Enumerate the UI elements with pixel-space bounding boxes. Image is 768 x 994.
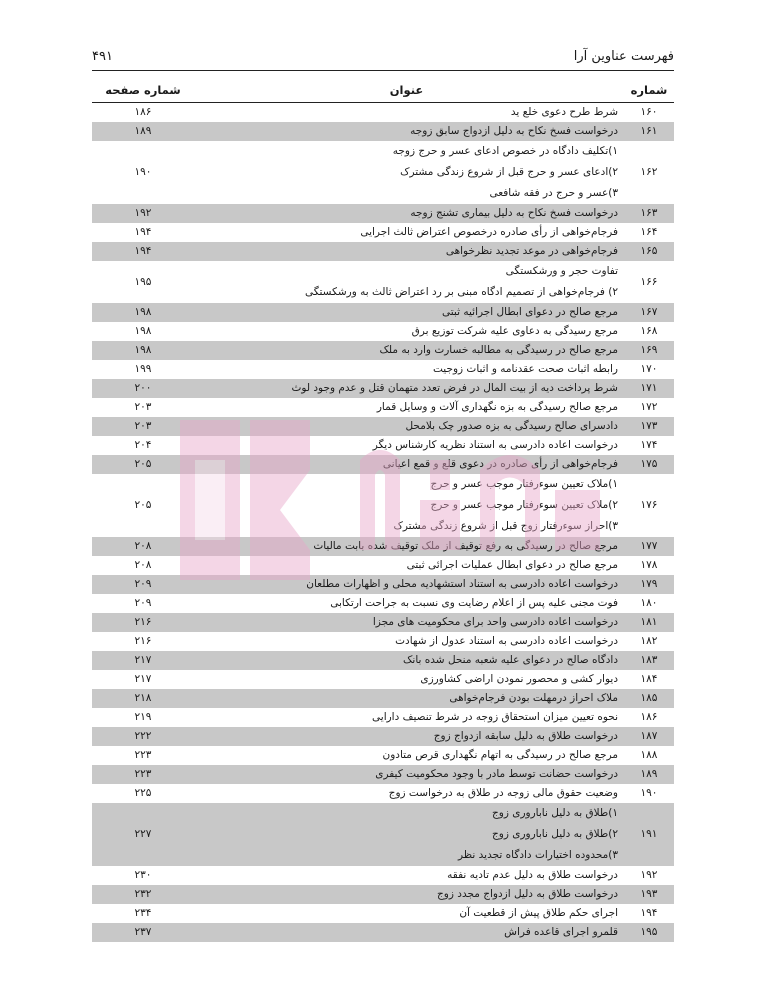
entry-number: ۱۷۳ (624, 417, 674, 436)
entry-page: ۲۱۷ (134, 673, 152, 685)
entry-title-line: درخواست اعاده دادرسی به استناد استشهادیه محلی و اظهارات مطلعان (306, 578, 618, 590)
entry-page: ۲۰۴ (134, 439, 152, 451)
entry-page: ۲۳۴ (134, 907, 152, 919)
entry-title (194, 670, 624, 689)
entry-title-line: رابطه اثبات صحت عقدنامه و اثبات زوجیت (432, 363, 618, 375)
entry-title (194, 360, 624, 379)
table-row (92, 103, 674, 123)
entry-page: ۱۹۴ (92, 242, 194, 261)
entry-number: ۱۸۴ (640, 673, 658, 685)
table-row (92, 613, 674, 632)
entry-title (194, 689, 624, 708)
entry-page: ۲۲۳ (92, 765, 194, 784)
entry-number: ۱۷۴ (640, 439, 658, 451)
entry-title (194, 303, 624, 322)
entry-number: ۱۷۰ (640, 363, 658, 375)
entry-number: ۱۶۰ (640, 106, 658, 118)
header-rule (92, 70, 674, 71)
entry-number: ۱۷۸ (640, 559, 658, 571)
entry-title-line: درخواست طلاق به دلیل عدم تادیه نفقه (447, 869, 618, 881)
entry-title-line: ۲)طلاق به دلیل ناباروری زوج (492, 828, 618, 840)
table-row (92, 689, 674, 708)
entry-title (194, 866, 624, 885)
entry-number: ۱۶۲ (640, 166, 658, 178)
table-row (92, 204, 674, 223)
entry-title-line: درخواست اعاده دادرسی به استناد نظریه کارشناس دیگر (372, 439, 618, 451)
entry-title (194, 242, 624, 261)
entry-page: ۱۹۸ (134, 325, 152, 337)
entry-number: ۱۷۱ (624, 379, 674, 398)
entry-title-line: مرجع رسیدگی به دعاوی علیه شرکت توزیع برق (411, 325, 618, 337)
entry-title-line: مرجع صالح رسیدگی به بزه نگهداری آلات و وسایل قمار (376, 401, 618, 413)
entry-title (194, 417, 624, 436)
entry-number: ۱۹۵ (624, 923, 674, 942)
table-row (92, 341, 674, 360)
entry-page: ۲۱۸ (92, 689, 194, 708)
entry-title-line: فرجام‌خواهی در موعد تجدید نظرخواهی (445, 245, 618, 257)
table-row (92, 708, 674, 727)
entry-page: ۲۳۷ (92, 923, 194, 942)
entry-title-line: مرجع صالح در دعوای ابطال عملیات اجرائی ثبتی (406, 559, 618, 571)
entry-number: ۱۸۳ (624, 651, 674, 670)
entry-title-line: درخواست طلاق به دلیل ازدواج مجدد زوج (437, 888, 618, 900)
entry-title-line: درخواست اعاده دادرسی به استناد عدول از شهادت (395, 635, 618, 647)
entry-title-line: مرجع صالح در دعوای ابطال اجرائیه ثبتی (442, 306, 618, 318)
entry-page: ۱۹۲ (92, 204, 194, 223)
entry-title-line: فرجام‌خواهی از رأی صادره در دعوی قلع و قمع اعیانی (382, 458, 618, 470)
entry-number: ۱۶۵ (624, 242, 674, 261)
entry-title-line: فرجام‌خواهی از رأی صادره درخصوص اعتراض ثالث اجرایی (360, 226, 618, 238)
page-number: ۴۹۱ (92, 48, 113, 64)
entry-title-line: شرط طرح دعوی خلع ید (510, 106, 618, 118)
entry-title-line: دیوار کشی و محصور نمودن اراضی کشاورزی (420, 673, 618, 685)
entry-title (194, 885, 624, 904)
page-header (92, 44, 674, 68)
toc-table (92, 78, 674, 942)
entry-title-line: مرجع صالح در رسیدگی به مطالبه خسارت وارد به ملک (379, 344, 618, 356)
table-row (92, 360, 674, 379)
entry-title-line: مرجع صالح در رسیدگی به رفع توقیف از ملک توقیف شده بابت مالیات (313, 540, 618, 552)
entry-page: ۱۹۸ (92, 303, 194, 322)
entry-number: ۱۸۷ (624, 727, 674, 746)
entry-page: ۲۰۳ (134, 401, 152, 413)
table-row (92, 474, 674, 537)
entry-title-line: ۱)ملاک تعیین سوءرفتار موجب عسر و حرج (430, 478, 618, 490)
entry-page: ۲۰۳ (92, 417, 194, 436)
entry-page: ۲۱۶ (134, 635, 152, 647)
table-row (92, 594, 674, 613)
entry-number: ۱۶۴ (640, 226, 658, 238)
entry-title (194, 537, 624, 556)
entry-number: ۱۸۵ (624, 689, 674, 708)
table-row (92, 632, 674, 651)
entry-title-line: درخواست اعاده دادرسی واحد برای محکومیت های مجزا (372, 616, 618, 628)
table-row (92, 575, 674, 594)
entry-number: ۱۹۰ (640, 787, 658, 799)
entry-title (194, 398, 624, 417)
entry-title-line: فوت مجنی علیه پس از اعلام رضایت وی نسبت به جراحت ارتکابی (330, 597, 618, 609)
entry-page: ۲۲۳ (134, 749, 152, 761)
entry-number: ۱۹۲ (640, 869, 658, 881)
entry-page: ۱۹۴ (134, 226, 152, 238)
table-row (92, 651, 674, 670)
entry-title-line: شرط پرداخت دیه از بیت المال در فرض تعدد متهمان قتل و عدم وجود لوث (291, 382, 618, 394)
entry-page: ۲۰۵ (92, 455, 194, 474)
entry-title-line: ۱)طلاق به دلیل ناباروری زوج (492, 807, 618, 819)
entry-title-line: مرجع صالح در رسیدگی به اتهام نگهداری قرص متادون (382, 749, 618, 761)
entry-title-line: ۳)محدوده اختیارات دادگاه تجدید نظر (457, 849, 618, 861)
table-row (92, 923, 674, 942)
entry-title-line: ۲) فرجام‌خواهی از تصمیم ادگاه مبنی بر رد اعتراض ثالث به ورشکستگی (304, 286, 618, 298)
entry-title-line: وضعیت حقوق مالی زوجه در طلاق به درخواست زوج (388, 787, 618, 799)
entry-title-line: درخواست حضانت توسط مادر با وجود محکومیت کیفری (375, 768, 618, 780)
entry-title (194, 379, 624, 398)
table-row (92, 303, 674, 322)
entry-title (194, 632, 624, 651)
entry-title (194, 803, 624, 866)
entry-number: ۱۷۷ (624, 537, 674, 556)
table-row (92, 885, 674, 904)
entry-title (194, 784, 624, 803)
entry-page: ۱۹۹ (134, 363, 152, 375)
entry-page: ۲۲۷ (92, 803, 194, 866)
entry-number: ۱۶۳ (624, 204, 674, 223)
table-row (92, 436, 674, 455)
entry-page: ۲۲۵ (134, 787, 152, 799)
column-header-number: شماره (624, 78, 674, 103)
entry-title (194, 556, 624, 575)
entry-page: ۲۳۰ (134, 869, 152, 881)
table-row (92, 379, 674, 398)
table-row (92, 417, 674, 436)
column-header-title: عنوان (194, 78, 624, 103)
entry-title-line: ۱)تکلیف دادگاه در خصوص ادعای عسر و حرج زوجه (392, 145, 618, 157)
entry-page: ۲۰۹ (134, 597, 152, 609)
entry-number: ۱۷۶ (640, 499, 658, 511)
table-row (92, 398, 674, 417)
entry-page: ۲۱۷ (92, 651, 194, 670)
entry-title-line: دادگاه صالح در دعوای علیه شعبه منحل شده بانک (403, 654, 618, 666)
table-row (92, 242, 674, 261)
entry-title (194, 436, 624, 455)
table-header-row (92, 78, 674, 103)
table-row (92, 141, 674, 204)
entry-number: ۱۶۱ (624, 122, 674, 141)
entry-title-line: دادسرای صالح رسیدگی به بزه صدور چک بلامحل (405, 420, 618, 432)
entry-page: ۱۸۹ (92, 122, 194, 141)
entry-title (194, 727, 624, 746)
entry-page: ۲۰۹ (92, 575, 194, 594)
entry-title-line: درخواست فسخ نکاح به دلیل ازدواج سابق زوجه (410, 125, 618, 137)
entry-page: ۲۰۸ (92, 537, 194, 556)
table-row (92, 455, 674, 474)
entry-title (194, 122, 624, 141)
entry-number: ۱۹۳ (624, 885, 674, 904)
entry-title-line: درخواست فسخ نکاح به دلیل بیماری تشنج زوجه (410, 207, 618, 219)
entry-page: ۱۹۵ (134, 275, 152, 288)
entry-title (194, 322, 624, 341)
entry-title-line: قلمرو اجرای قاعده فراش (504, 926, 618, 938)
entry-title (194, 923, 624, 942)
entry-number: ۱۷۲ (640, 401, 658, 413)
running-title: فهرست عناوین آرا (573, 48, 674, 64)
entry-page: ۲۲۲ (92, 727, 194, 746)
entry-number: ۱۶۷ (624, 303, 674, 322)
entry-page: ۲۳۲ (92, 885, 194, 904)
table-row (92, 746, 674, 765)
table-row (92, 322, 674, 341)
table-row (92, 556, 674, 575)
entry-page: ۱۸۶ (134, 106, 152, 118)
entry-number: ۱۸۰ (640, 597, 658, 609)
entry-page: ۲۰۰ (92, 379, 194, 398)
entry-title (194, 223, 624, 242)
table-row (92, 223, 674, 242)
column-header-page: شماره صفحه (92, 78, 194, 103)
entry-title-line: ملاک احراز درمهلت بودن فرجام‌خواهی (449, 692, 618, 704)
entry-title (194, 474, 624, 537)
entry-number: ۱۷۵ (624, 455, 674, 474)
entry-title-line: تفاوت حجر و ورشکستگی (505, 265, 618, 277)
entry-page: ۲۱۶ (92, 613, 194, 632)
table-row (92, 904, 674, 923)
entry-number: ۱۹۱ (624, 803, 674, 866)
entry-page: ۱۹۸ (92, 341, 194, 360)
table-row (92, 784, 674, 803)
table-row (92, 261, 674, 303)
entry-title (194, 575, 624, 594)
entry-title-line: ۳)احراز سوءرفتار زوج قبل از شروع زندگی مشترک (393, 520, 618, 532)
entry-page: ۲۰۸ (134, 559, 152, 571)
entry-title (194, 708, 624, 727)
entry-number: ۱۸۸ (640, 749, 658, 761)
entry-title (194, 455, 624, 474)
entry-title-line: ۳)عسر و حرج در فقه شافعی (489, 187, 618, 199)
entry-page: ۲۱۹ (134, 711, 152, 723)
entry-title (194, 341, 624, 360)
entry-title-line: ۲)ملاک تعیین سوءرفتار موجب عسر و حرج (430, 499, 618, 511)
entry-number: ۱۷۹ (624, 575, 674, 594)
entry-title (194, 261, 624, 303)
table-row (92, 866, 674, 885)
entry-title (194, 204, 624, 223)
entry-number: ۱۶۶ (640, 275, 658, 288)
entry-title (194, 904, 624, 923)
table-row (92, 727, 674, 746)
entry-title-line: درخواست طلاق به دلیل سابقه ازدواج زوج (433, 730, 618, 742)
entry-number: ۱۶۸ (640, 325, 658, 337)
entry-title-line: اجرای حکم طلاق پیش از قطعیت آن (459, 907, 618, 919)
entry-title (194, 651, 624, 670)
toc-body (92, 103, 674, 943)
entry-number: ۱۶۹ (624, 341, 674, 360)
entry-title-line: ۲)ادعای عسر و حرج قبل از شروع زندگی مشترک (400, 166, 618, 178)
table-row (92, 765, 674, 784)
entry-number: ۱۹۴ (640, 907, 658, 919)
entry-title (194, 594, 624, 613)
entry-number: ۱۸۹ (624, 765, 674, 784)
entry-number: ۱۸۲ (640, 635, 658, 647)
entry-page: ۲۰۵ (134, 499, 152, 511)
table-row (92, 537, 674, 556)
entry-page: ۱۹۰ (134, 166, 152, 178)
entry-title (194, 765, 624, 784)
table-row (92, 670, 674, 689)
entry-number: ۱۸۶ (640, 711, 658, 723)
entry-title (194, 613, 624, 632)
table-row (92, 122, 674, 141)
entry-title (194, 746, 624, 765)
entry-title (194, 141, 624, 204)
table-row (92, 803, 674, 866)
entry-number: ۱۸۱ (624, 613, 674, 632)
entry-title (194, 103, 624, 123)
entry-title-line: نحوه تعیین میزان استحقاق زوجه در شرط تنصیف دارایی (372, 711, 618, 723)
